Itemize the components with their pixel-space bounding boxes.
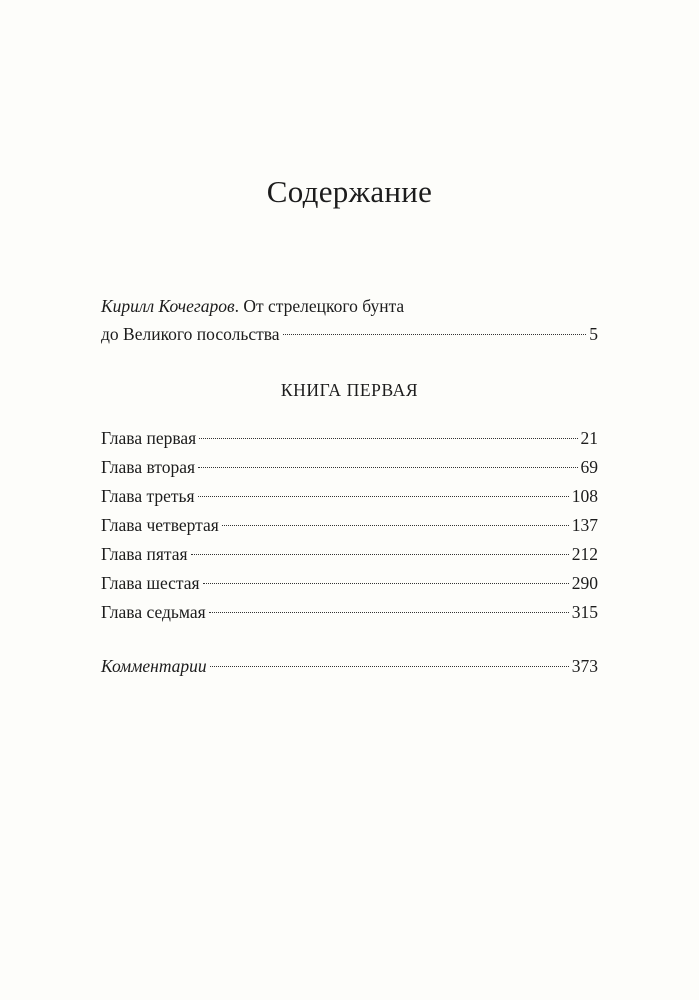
toc-row xyxy=(101,511,598,540)
dot-leader xyxy=(198,467,577,468)
dot-leader xyxy=(209,612,569,613)
toc-row xyxy=(101,598,598,627)
intro-author: Кирилл Кочегаров xyxy=(101,296,235,316)
dot-leader xyxy=(210,666,569,667)
dot-leader xyxy=(222,525,569,526)
toc-intro-entry xyxy=(101,292,598,349)
chapter-page-number: 21 xyxy=(580,428,598,448)
intro-first-line xyxy=(101,292,598,320)
dot-leader xyxy=(203,583,569,584)
intro-page-number: 5 xyxy=(589,324,598,344)
book-heading: КНИГА ПЕРВАЯ xyxy=(280,380,419,400)
toc-comments-entry xyxy=(101,652,598,681)
chapter-page-number: 290 xyxy=(571,573,598,593)
toc-row xyxy=(101,652,598,681)
toc-row xyxy=(101,569,598,598)
intro-title-line1: . От стрелецкого бунта xyxy=(234,296,405,316)
comments-label: Комментарии xyxy=(101,656,207,676)
chapter-label: Глава первая xyxy=(101,428,197,448)
chapter-label: Глава четвертая xyxy=(101,515,219,535)
chapter-page-number: 108 xyxy=(571,486,598,506)
page-title: Содержание xyxy=(266,174,433,209)
toc-row xyxy=(101,424,598,453)
chapter-label: Глава шестая xyxy=(101,573,200,593)
dot-leader xyxy=(199,438,577,439)
chapter-label: Глава пятая xyxy=(101,544,188,564)
chapter-page-number: 69 xyxy=(580,457,598,477)
chapter-page-number: 315 xyxy=(571,602,598,622)
chapter-label: Глава седьмая xyxy=(101,602,206,622)
toc-row xyxy=(101,540,598,569)
dot-leader xyxy=(283,334,587,335)
dot-leader xyxy=(191,554,569,555)
dot-leader xyxy=(198,496,569,497)
comments-page-number: 373 xyxy=(571,656,598,676)
intro-title-line2: до Великого посольства xyxy=(101,324,280,344)
intro-second-line xyxy=(101,320,598,349)
chapter-page-number: 137 xyxy=(571,515,598,535)
toc-row xyxy=(101,482,598,511)
chapter-list xyxy=(101,424,598,627)
chapter-label: Глава третья xyxy=(101,486,195,506)
toc-row xyxy=(101,453,598,482)
chapter-page-number: 212 xyxy=(571,544,598,564)
chapter-label: Глава вторая xyxy=(101,457,196,477)
